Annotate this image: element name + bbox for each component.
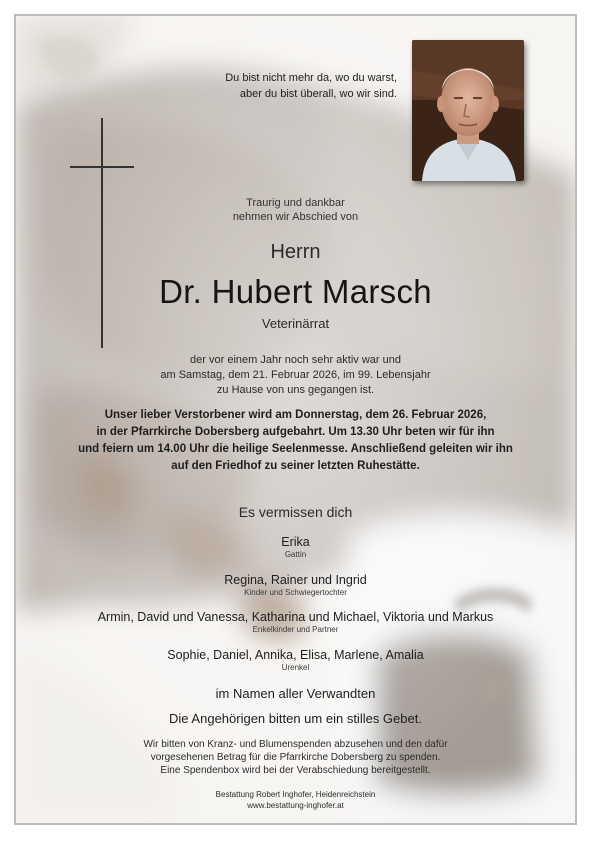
mourner-relation: Urenkel [281,663,310,672]
death-notice-line: der vor einem Jahr noch sehr aktiv war und [190,354,401,366]
death-notice-line: zu Hause von uns gegangen ist. [216,384,375,396]
mourner-relation: Enkelkinder und Partner [252,625,339,634]
prayer-request: Die Angehörigen bitten um ein stilles Gebet. [169,711,422,726]
portrait-photo [412,40,524,181]
mourner-group [16,535,575,559]
death-notice [16,353,575,398]
donation-line: vorgesehenen Betrag für die Pfarrkirche Dobersberg zu spenden. [150,752,441,763]
death-notice-line: am Samstag, dem 21. Februar 2026, im 99. Lebensjahr [160,369,431,381]
quote-line: Du bist nicht mehr da, wo du warst, [225,72,397,84]
funeral-line: in der Pfarrkirche Dobersberg aufgebahrt. Um 13.30 Uhr beten wir für ihn [96,426,495,438]
undertaker-website: www.bestattung-inghofer.at [247,801,344,810]
intro-line: Traurig und dankbar [246,197,345,209]
mourner-group [16,573,575,597]
quote-line: aber du bist überall, wo wir sind. [239,88,397,100]
cross-icon [101,118,103,348]
donation-line: Wir bitten von Kranz- und Blumenspenden abzusehen und den dafür [143,739,448,750]
memorial-quote [225,70,397,102]
funeral-details [16,407,575,475]
donation-line: Eine Spendenbox wird bei der Verabschiedung bereitgestellt. [160,765,431,776]
deceased-name: Dr. Hubert Marsch [159,273,432,310]
donation-note [16,738,575,777]
mourner-names: Erika [281,535,310,549]
undertaker-name: Bestattung Robert Inghofer, Heidenreichstein [215,790,376,799]
deceased-profession: Veterinärrat [261,316,330,331]
relatives-line: im Namen aller Verwandten [215,686,376,701]
mourner-relation: Kinder und Schwiegertochter [244,588,347,597]
mourners-heading: Es vermissen dich [238,504,353,520]
mourner-relation: Gattin [284,550,307,559]
funeral-line: auf den Friedhof zu seiner letzten Ruhestätte. [171,460,420,472]
intro-line: nehmen wir Abschied von [232,211,359,223]
obituary-card [14,14,577,825]
intro-text [16,196,575,224]
mourner-group [16,610,575,634]
undertaker-footer [16,789,575,811]
mourner-group [16,648,575,672]
cross-bar [70,166,134,168]
mourner-names: Regina, Rainer und Ingrid [224,573,367,587]
funeral-line: Unser lieber Verstorbener wird am Donnerstag, dem 26. Februar 2026, [104,409,487,421]
salutation: Herrn [270,241,321,263]
mourner-names: Armin, David und Vanessa, Katharina und Michael, Viktoria und Markus [97,610,494,624]
funeral-line: und feiern um 14.00 Uhr die heilige Seelenmesse. Anschließend geleiten wir ihn [78,443,513,455]
mourner-names: Sophie, Daniel, Annika, Elisa, Marlene, Amalia [167,648,424,662]
